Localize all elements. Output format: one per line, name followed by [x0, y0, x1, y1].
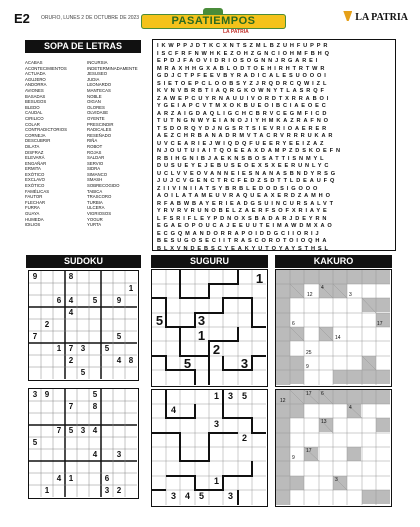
- sudoku-given-digit: 5: [32, 438, 38, 447]
- suguru-cell-number: 3: [227, 491, 233, 501]
- word-list-item: YURTA: [87, 222, 102, 228]
- suguru-cell-number: 2: [212, 342, 221, 357]
- word-list-item: LEONARDO: [87, 82, 112, 88]
- word-list-item: SIDRA: [87, 166, 101, 172]
- suguru-cell-number: 4: [170, 405, 176, 415]
- word-list-item: OLORES: [87, 104, 105, 110]
- suguru-cell-number: 3: [213, 419, 219, 429]
- word-list-item: AGUJERO: [25, 76, 46, 82]
- sudoku-given-digit: 9: [32, 272, 38, 281]
- word-list-item: JESUSEO: [87, 71, 108, 77]
- kakuro-1-grid: [276, 270, 390, 385]
- suguru-title: SUGURU: [151, 255, 268, 268]
- sudoku-given-digit: 2: [116, 486, 122, 495]
- brand-name: [343, 11, 408, 23]
- kakuro-clue: 4: [349, 405, 352, 411]
- word-list-item: OIGAN: [87, 99, 101, 105]
- letter-grid-row: EGAEOPOUCAJEEUUTEIMAWDMXAO: [157, 223, 335, 229]
- kakuro-clue: 12: [280, 398, 286, 404]
- letter-grid-row: JUJCVGENCTRCFEDZSDTTLDEAUFQ: [157, 178, 338, 184]
- word-list-item: SALDAR: [87, 155, 105, 161]
- suguru-cell-number: 1: [213, 391, 219, 401]
- word-list-item: TABICA: [87, 188, 103, 194]
- suguru-cell-number: 5: [241, 391, 247, 401]
- sudoku-given-digit: 4: [92, 426, 98, 435]
- sudoku-given-digit: 4: [68, 308, 74, 317]
- letter-grid-row: ECGQMANDORRAPOIDDGCIIORIJ: [157, 230, 322, 237]
- suguru-cell-number: 5: [155, 313, 164, 328]
- sudoku-given-digit: 7: [32, 332, 38, 341]
- word-list-item: HUMEDA: [25, 216, 44, 222]
- sudoku-given-digit: 9: [116, 296, 122, 305]
- letter-grid-row: MRAXHHGXABLODTOEHIRHTRTWR: [157, 65, 328, 72]
- word-list-item: ACABAS: [25, 60, 43, 65]
- word-list-item: MANTECAS: [87, 87, 111, 93]
- sudoku-given-digit: 2: [44, 320, 50, 329]
- sudoku-given-digit: 8: [92, 402, 98, 411]
- word-list-item: PRESCINDIR: [87, 121, 114, 127]
- word-list-item: ROJAS: [87, 149, 102, 155]
- word-list-item: GUAYA: [25, 211, 40, 217]
- sudoku-given-digit: 5: [92, 390, 98, 399]
- sudoku-given-digit: 5: [80, 368, 86, 377]
- letter-grid-row: DUSUEYEJEBUSEOEXSXEERUNLYC: [157, 163, 332, 169]
- word-list-item: FLECHAR: [25, 199, 46, 205]
- word-list-item: IDILIOS: [25, 222, 41, 228]
- sudoku-puzzle-1: [28, 270, 139, 381]
- sudoku-given-digit: 3: [104, 486, 110, 495]
- word-list-item: ERMITA: [25, 166, 41, 172]
- word-list-item: EXÓTICO: [25, 171, 45, 177]
- letter-grid: [152, 39, 396, 251]
- sudoku-grid-lines: [29, 389, 137, 497]
- sudoku-given-digit: 5: [104, 344, 110, 353]
- kakuro-clue: 17: [306, 391, 312, 397]
- page-header: [0, 0, 420, 36]
- word-list-item: RESEÑADO: [87, 132, 112, 138]
- letter-grid-row: UCLVVEOVANNEIESNANASBNDYRSG: [157, 170, 338, 177]
- kakuro-clue: 4: [321, 285, 324, 291]
- sudoku-given-digit: 4: [68, 296, 74, 305]
- suguru-cell-number: 4: [184, 491, 190, 501]
- suguru-cell-number: 1: [213, 476, 219, 486]
- suguru-cell-number: 3: [170, 491, 176, 501]
- suguru-cell-number: 3: [227, 391, 233, 401]
- kakuro-clue: 3: [349, 292, 352, 298]
- word-list-item: FURRA: [25, 205, 40, 211]
- sudoku-given-digit: 7: [56, 426, 62, 435]
- word-list-item: EXCLAVO: [25, 177, 45, 183]
- word-list-item: CONTRADICTORIOS: [25, 127, 67, 133]
- word-list-item: ANDORRA: [25, 82, 47, 88]
- word-list-item: INDETERMINADAMENTE: [87, 65, 138, 71]
- suguru-cell-number: 1: [255, 271, 264, 286]
- pasatiempos-logo: [141, 8, 286, 36]
- letter-grid-row: BESUGOSECIITRASCOROTOIOQHA: [157, 238, 330, 244]
- word-list-item: OYENTE: [87, 115, 105, 121]
- sudoku-given-digit: 3: [32, 390, 38, 399]
- letter-grid-row: KVNVBRBTIAQRGKOWNYTLASRQF: [157, 88, 327, 94]
- kakuro-puzzle-1: [275, 269, 392, 387]
- word-list-item: TURBIA: [87, 199, 103, 205]
- word-list-item: FAUTOR: [25, 194, 43, 200]
- word-list: [25, 60, 147, 240]
- word-list-item: ROBOT: [87, 143, 103, 149]
- dateline: ORUFIO, LUNES 2 DE OCTUBRE DE 2023: [41, 15, 140, 21]
- sudoku-given-digit: 4: [116, 356, 122, 365]
- suguru-cell-number: 3: [240, 356, 249, 371]
- word-list-item: BESUGOS: [25, 99, 47, 105]
- word-list-item: BLEDO: [25, 104, 40, 110]
- word-list-item: OLVIDASE: [87, 110, 109, 116]
- brand-label: LA PATRIA: [355, 12, 408, 23]
- word-list-item: JUDIA: [87, 76, 100, 82]
- sudoku-given-digit: 6: [56, 296, 62, 305]
- word-list-item: NOBLE: [87, 93, 102, 99]
- sudoku-given-digit: 3: [116, 450, 122, 459]
- letter-grid-row: BLXVNDEBSCYEAKYUTQYAYSTHSL: [157, 245, 331, 252]
- word-list-item: FAMÉLICAS: [25, 188, 50, 194]
- sudoku-given-digit: 8: [128, 356, 134, 365]
- letter-grid-row: RBIHGNIBJAEKNSBOSATTISNMYL: [157, 155, 327, 162]
- letter-grid-row: AEZCHRBANADRMVTACRVRRRUKAR: [157, 133, 336, 139]
- word-list-item: ACTUADA: [25, 71, 46, 77]
- sudoku-given-digit: 7: [68, 402, 74, 411]
- sudoku-given-digit: 5: [116, 332, 122, 341]
- brand-logo-icon: [343, 11, 352, 21]
- sudoku-given-digit: 5: [68, 426, 74, 435]
- word-list-item: INCURSIA: [87, 60, 108, 65]
- sudoku-given-digit: 1: [128, 284, 134, 293]
- letter-grid-row: UVCEARIEJWIQDQFUEERYEEIZAZ: [157, 140, 327, 147]
- suguru-cell-number: 1: [197, 328, 206, 343]
- sudoku-given-digit: 1: [68, 474, 74, 483]
- word-list-item: RIÑA: [87, 138, 98, 144]
- kakuro-clue: 3: [335, 477, 338, 483]
- letter-grid-row: TUTNGNWYEIANOJIYHMKAZRAFNO: [157, 118, 331, 124]
- word-list-item: DISFRAZ: [25, 149, 44, 155]
- word-list-column-1: [25, 60, 86, 228]
- word-list-item: BASADAS: [25, 93, 46, 99]
- sudoku-given-digit: 7: [68, 344, 74, 353]
- letter-grid-row: SIETOEPCLOOBSYZJRQDRCQWIZL: [157, 80, 330, 87]
- letter-grid-row: RFABWBAYERIEADGSUINCURSALVT: [157, 200, 336, 207]
- kakuro-clue: 6: [321, 391, 324, 397]
- word-list-item: COLAR: [25, 121, 40, 127]
- kakuro-clue: 17: [377, 321, 383, 327]
- kakuro-2-grid: [276, 390, 390, 505]
- word-list-item: YOGUR: [87, 216, 103, 222]
- word-list-item: AVIONES: [25, 87, 44, 93]
- sudoku-given-digit: 3: [80, 426, 86, 435]
- sudoku-given-digit: 2: [68, 356, 74, 365]
- letter-grid-row: IKWPPJDTKCXNTSZMLBZUHFUPPR: [157, 43, 331, 49]
- kakuro-clue: 6: [292, 321, 295, 327]
- sudoku-title: SUDOKU: [26, 255, 141, 268]
- letter-grid-row: TSDORQYDJNGSRTSIEVRIOAERER: [157, 125, 330, 132]
- page-number: E2: [14, 11, 30, 26]
- sudoku-given-digit: 4: [92, 450, 98, 459]
- letter-grid-row: ARZAIGDAQLIGCHCBRVCEGMFICD: [157, 110, 330, 117]
- sudoku-given-digit: 1: [56, 344, 62, 353]
- suguru-cell-number: 3: [197, 313, 206, 328]
- suguru-puzzle-1: [151, 269, 268, 387]
- letter-grid-row: LFSRIFLEYPDNOXSBADARJDEYRN: [157, 215, 330, 222]
- word-list-item: EXÓTICO: [25, 183, 45, 189]
- letter-grid-row: GDJCTPFEEVBYRADICALESUOOOI: [157, 73, 329, 79]
- suguru-cell-number: 5: [183, 356, 192, 371]
- letter-grid-row: ISCFRFNWHKEZOHZGNCIOHMFBHQ: [157, 50, 332, 57]
- word-list-item: CAUDAL: [25, 110, 43, 116]
- logo-subtitle: LA PATRIA: [223, 29, 249, 35]
- letter-grid-row: ZIIVINIIATSYBRBLEDODSIGOOO: [157, 185, 321, 192]
- word-list-item: VIGRIOSOS: [87, 211, 112, 217]
- word-list-item: CIRILICO: [25, 115, 44, 121]
- kakuro-clue: 12: [307, 292, 313, 298]
- word-list-item: ACONTECIMIENTOS: [25, 65, 67, 71]
- suguru-puzzle-2: [151, 389, 268, 507]
- sudoku-given-digit: 5: [92, 296, 98, 305]
- suguru-cell-number: 2: [241, 433, 247, 443]
- word-search-title: SOPA DE LETRAS: [25, 40, 141, 53]
- logo-title: PASATIEMPOS: [141, 14, 286, 29]
- word-list-item: TRASCORO: [87, 194, 112, 200]
- letter-grid-row: YRVRVRUNOBELZAERFSOFXRIAYE: [157, 208, 330, 214]
- word-list-item: SMASH: [87, 177, 103, 183]
- word-list-item: DESCUBRIR: [25, 138, 51, 144]
- sudoku-given-digit: 4: [56, 474, 62, 483]
- word-list-item: SOBRECOGIDO: [87, 183, 120, 189]
- word-list-item: ENGAÑAR: [25, 160, 47, 166]
- letter-grid-row: ZAWEPCUYRNAUUIVORDTXRRABOI: [157, 95, 332, 102]
- word-list-item: SIMANCO: [87, 171, 108, 177]
- word-list-item: ULCERA: [87, 205, 105, 211]
- sudoku-given-digit: 9: [44, 390, 50, 399]
- kakuro-title: KAKURO: [275, 255, 392, 268]
- kakuro-puzzle-2: [275, 389, 392, 507]
- suguru-cell-number: 5: [198, 491, 204, 501]
- letter-grid-row: NJOUTUIAITQOEEAXDAMPZDSKOEFN: [157, 148, 343, 154]
- word-list-item: ELEVARÁ: [25, 155, 45, 161]
- letter-grid-row: EPDJFAOVIDRIOSOGNNJRGAREI: [157, 58, 321, 64]
- kakuro-clue: 25: [306, 350, 312, 356]
- sudoku-puzzle-2: [28, 388, 139, 499]
- kakuro-clue: 17: [306, 448, 312, 454]
- sudoku-given-digit: 3: [80, 344, 86, 353]
- letter-grid-row: YGEIAPCVTMXOKBUEOIBCIAEOEC: [157, 103, 329, 109]
- sudoku-given-digit: 8: [68, 272, 74, 281]
- sudoku-given-digit: 1: [44, 486, 50, 495]
- word-list-item: SERVIO: [87, 160, 104, 166]
- kakuro-clue: 14: [335, 335, 341, 341]
- sudoku-given-digit: 6: [104, 474, 110, 483]
- word-list-column-2: [87, 60, 148, 228]
- kakuro-clue: 9: [306, 364, 309, 370]
- kakuro-clue: 13: [321, 419, 327, 425]
- letter-grid-row: AOILATAMEUVRAQUEAXERDZAMHO: [157, 193, 333, 199]
- word-list-item: DILATA: [25, 143, 40, 149]
- word-list-item: CORNEJA: [25, 132, 46, 138]
- kakuro-clue: 9: [292, 455, 295, 461]
- word-list-item: RADICALES: [87, 127, 112, 133]
